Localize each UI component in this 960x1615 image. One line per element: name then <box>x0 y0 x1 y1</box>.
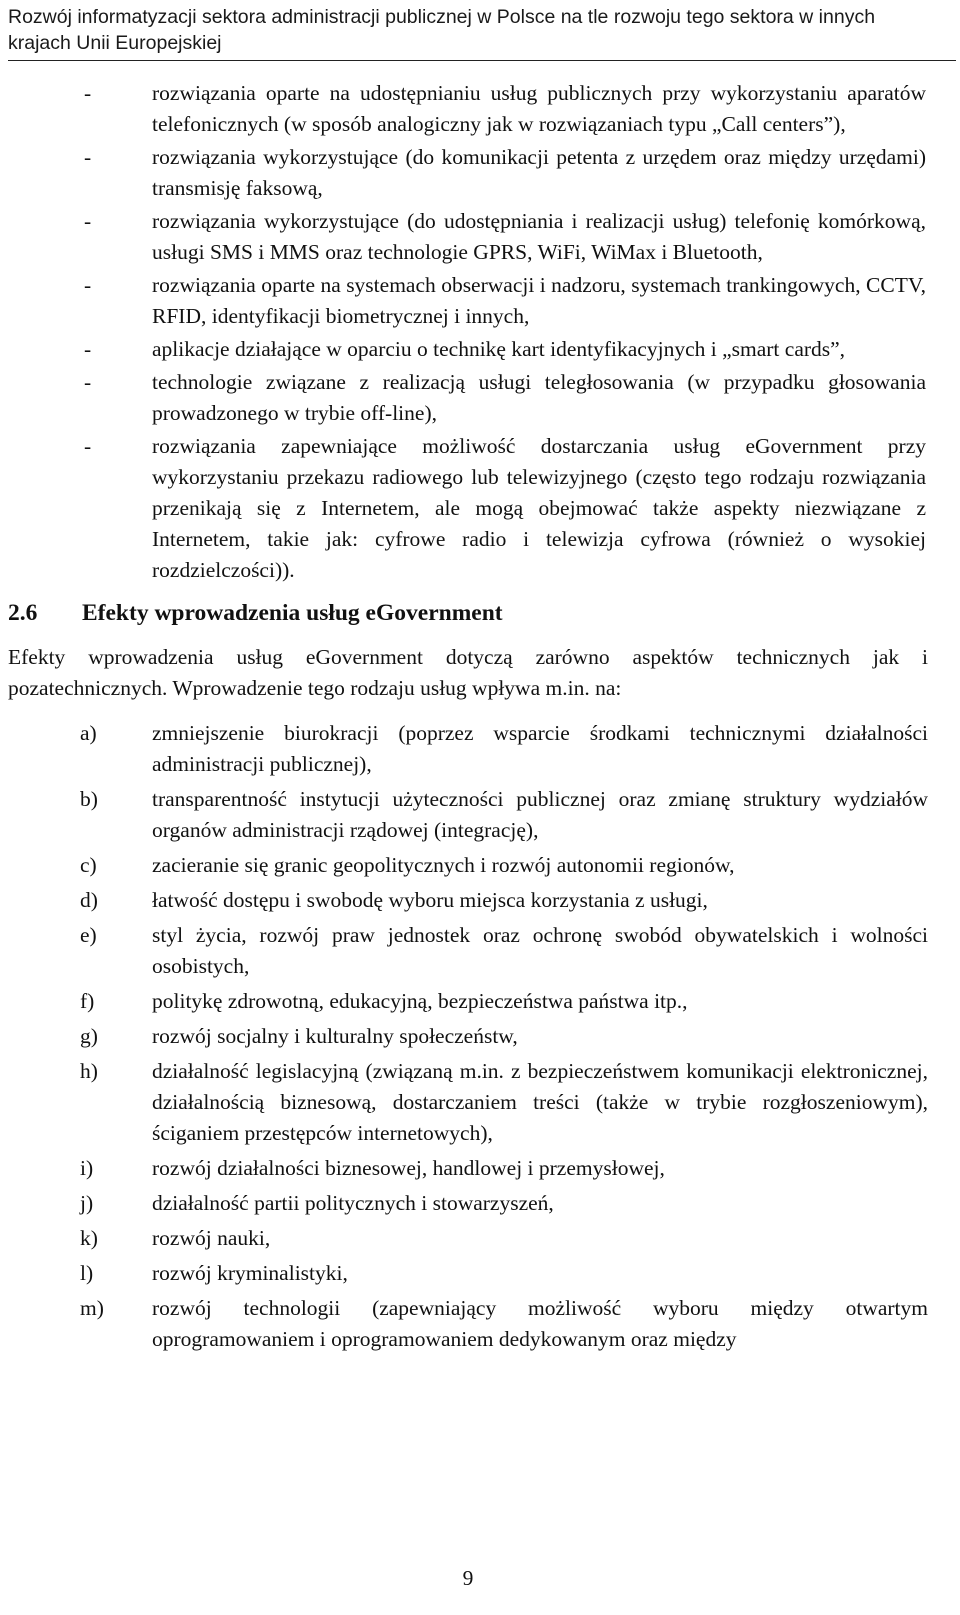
list-item <box>80 986 928 1017</box>
list-item-text: styl życia, rozwój praw jednostek oraz ochronę swobód obywatelskich i wolności osobistych, <box>152 923 928 978</box>
list-item <box>80 1293 928 1355</box>
list-item-text: rozwiązania oparte na udostępnianiu usług publicznych przy wykorzystaniu aparatów telefonicznych (w sposób analogiczny jak w rozwiązaniach typu „Call centers”), <box>152 81 926 136</box>
list-marker: b) <box>80 787 98 811</box>
list-item <box>84 270 926 332</box>
list-item-text: rozwiązania zapewniające możliwość dostarczania usług eGovernment przy wykorzystaniu przekazu radiowego lub telewizyjnego (często tego rodzaju rozwiązania przenikają się z Internetem, ale mogą obejmować także aspekty niezwiązane z Internetem, takie jak: cyfrowe radio i telewizja cyfrowa (również o wysokiej rozdzielczości)). <box>152 434 926 582</box>
list-marker: - <box>84 434 92 458</box>
list-item-text: rozwój socjalny i kulturalny społeczeństw, <box>152 1024 518 1048</box>
list-marker: d) <box>80 888 98 912</box>
list-item-text: zmniejszenie biurokracji (poprzez wsparcie środkami technicznymi działalności administracji publicznej), <box>152 721 928 776</box>
intro-paragraph: Efekty wprowadzenia usług eGovernment dotyczą zarówno aspektów technicznych jak i pozatechnicznych. Wprowadzenie tego rodzaju usług wpływa m.in. na: <box>8 645 928 700</box>
section-title: Efekty wprowadzenia usług eGovernment <box>82 600 503 626</box>
list-item <box>84 142 926 204</box>
list-item-text: działalność legislacyjną (związaną m.in. z bezpieczeństwem komunikacji elektronicznej, działalnością biznesową, dostarczaniem treści (także w trybie rozgłoszeniowym), ściganiem przestępców internetowych), <box>152 1059 928 1145</box>
list-item <box>84 206 926 268</box>
list-marker: a) <box>80 721 97 745</box>
running-header: Rozwój informatyzacji sektora administracji publicznej w Polsce na tle rozwoju tego sektora w innych krajach Unii Europejskiej <box>8 6 876 54</box>
list-item <box>80 1153 928 1184</box>
list-marker: c) <box>80 853 97 877</box>
list-marker: - <box>84 337 92 361</box>
list-item <box>84 367 926 429</box>
list-item-text: transparentność instytucji użyteczności publicznej oraz zmianę struktury wydziałów organów administracji rządowej (integrację), <box>152 787 928 842</box>
list-item-text: aplikacje działające w oparciu o technikę kart identyfikacyjnych i „smart cards”, <box>152 337 846 361</box>
list-item <box>84 78 926 140</box>
list-item-text: rozwój działalności biznesowej, handlowej i przemysłowej, <box>152 1156 665 1180</box>
section-heading <box>8 596 960 630</box>
list-marker: g) <box>80 1024 98 1048</box>
list-marker: - <box>84 209 92 233</box>
page-number: 9 <box>462 1566 474 1590</box>
list-item-text: rozwój nauki, <box>152 1226 271 1250</box>
list-item <box>80 1188 928 1219</box>
list-item-text: rozwiązania oparte na systemach obserwacji i nadzoru, systemach trankingowych, CCTV, RFID, identyfikacji biometrycznej i innych, <box>152 273 926 328</box>
list-item-text: rozwiązania wykorzystujące (do komunikacji petenta z urzędem oraz między urzędami) transmisję faksową, <box>152 145 926 200</box>
list-item <box>80 920 928 982</box>
list-marker: - <box>84 81 92 105</box>
list-item <box>80 1223 928 1254</box>
list-marker: j) <box>80 1191 94 1215</box>
list-item <box>80 1021 928 1052</box>
list-marker: - <box>84 273 92 297</box>
list-item <box>80 1258 928 1289</box>
list-item-text: łatwość dostępu i swobodę wyboru miejsca korzystania z usługi, <box>152 888 708 912</box>
list-item <box>80 850 928 881</box>
header-divider <box>8 60 956 61</box>
list-item <box>80 885 928 916</box>
list-item <box>80 718 928 780</box>
lettered-list <box>0 718 960 1355</box>
list-marker: i) <box>80 1156 94 1180</box>
list-item-text: rozwój kryminalistyki, <box>152 1261 348 1285</box>
list-marker: m) <box>80 1296 104 1320</box>
list-item-text: politykę zdrowotną, edukacyjną, bezpieczeństwa państwa itp., <box>152 989 688 1013</box>
list-item-text: działalność partii politycznych i stowarzyszeń, <box>152 1191 554 1215</box>
list-item <box>80 784 928 846</box>
list-marker: f) <box>80 989 95 1013</box>
page-body <box>0 78 960 1359</box>
list-marker: l) <box>80 1261 94 1285</box>
list-item-text: rozwiązania wykorzystujące (do udostępniania i realizacji usług) telefonię komórkową, usługi SMS i MMS oraz technologie GPRS, WiFi, WiMax i Bluetooth, <box>152 209 926 264</box>
dash-list <box>0 78 960 586</box>
list-item <box>84 334 926 365</box>
section-number: 2.6 <box>8 600 38 626</box>
list-marker: k) <box>80 1226 98 1250</box>
list-item-text: rozwój technologii (zapewniający możliwość wyboru między otwartym oprogramowaniem i oprogramowaniem dedykowanym oraz między <box>152 1296 928 1351</box>
list-marker: e) <box>80 923 97 947</box>
list-item-text: zacieranie się granic geopolitycznych i rozwój autonomii regionów, <box>152 853 735 877</box>
list-item <box>84 431 926 586</box>
list-item-text: technologie związane z realizacją usługi teległosowania (w przypadku głosowania prowadzonego w trybie off-line), <box>152 370 926 425</box>
list-marker: - <box>84 370 92 394</box>
list-marker: h) <box>80 1059 98 1083</box>
list-item <box>80 1056 928 1149</box>
list-marker: - <box>84 145 92 169</box>
